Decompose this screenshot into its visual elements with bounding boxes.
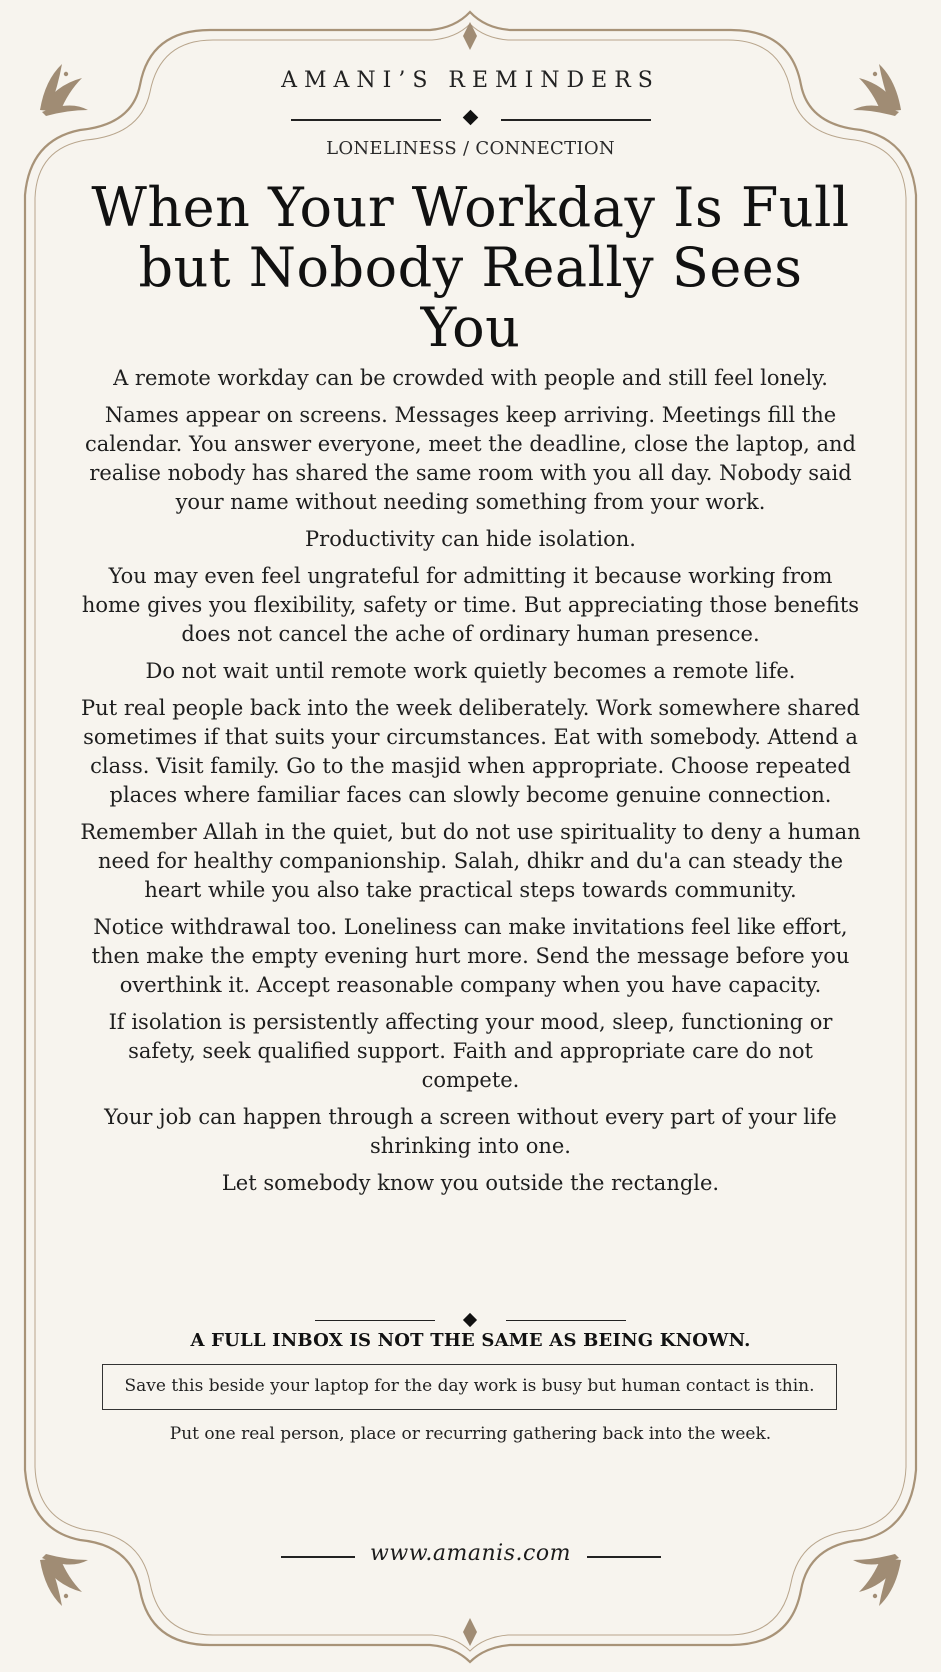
divider-line-left <box>315 1320 435 1321</box>
paragraph: A remote workday can be crowded with people and still feel lonely. <box>113 366 828 390</box>
closing-statement: A FULL INBOX IS NOT THE SAME AS BEING KNOWN. <box>190 1330 751 1351</box>
article-title: When Your Workday Is Full but Nobody Really Sees You <box>91 176 850 359</box>
action-tip: Put one real person, place or recurring gathering back into the week. <box>169 1424 772 1444</box>
divider-line-right <box>506 1320 626 1321</box>
paragraph: Notice withdrawal too. Loneliness can make invitations feel like effort, then make the empty evening hurt more. Send the message before you overthink it. Accept reasonable company when you have capacity. <box>91 915 850 997</box>
paragraph: Your job can happen through a screen without every part of your life shrinking into one. <box>104 1105 837 1158</box>
corner-flourish-top-right <box>853 64 901 116</box>
paragraph: You may even feel ungrateful for admitting it because working from home gives you flexibility, safety or time. But appreciating those benefits does not cancel the ache of ordinary human presence. <box>81 564 860 646</box>
divider-diamond-icon <box>463 1313 477 1327</box>
bottom-diamond-ornament <box>463 1618 477 1646</box>
save-note-box: Save this beside your laptop for the day work is busy but human contact is thin. <box>102 1364 837 1410</box>
footer-line-right <box>587 1556 661 1558</box>
corner-flourish-bottom-right <box>853 1554 901 1606</box>
paragraph: Let somebody know you outside the rectangle. <box>221 1171 720 1195</box>
paragraph: Productivity can hide isolation. <box>305 527 636 551</box>
article-body <box>80 364 861 1206</box>
divider-line-right <box>501 119 651 121</box>
category-label: LONELINESS / CONNECTION <box>326 138 615 159</box>
divider-diamond-icon <box>463 110 479 126</box>
footer <box>86 1541 855 1571</box>
top-diamond-ornament <box>463 22 477 50</box>
corner-flourish-bottom-left <box>40 1554 88 1606</box>
corner-flourish-top-left <box>40 64 88 116</box>
brand-name: AMANI’S REMINDERS <box>281 68 660 93</box>
divider-line-left <box>291 119 441 121</box>
paragraph: If isolation is persistently affecting your mood, sleep, functioning or safety, seek qualified support. Faith and appropriate care do not compete. <box>108 1010 833 1092</box>
paragraph: Put real people back into the week deliberately. Work somewhere shared sometimes if that suits your circumstances. Eat with somebody. Attend a class. Visit family. Go to the masjid when appropriate. Choose repeated places where familiar faces can slowly become genuine connection. <box>81 696 860 807</box>
paragraph: Names appear on screens. Messages keep arriving. Meetings fill the calendar. You answer everyone, meet the deadline, close the laptop, and realise nobody has shared the same room with you all day. Nobody said your name without needing something from your work. <box>84 403 856 514</box>
website-url: www.amanis.com <box>370 1541 571 1566</box>
closing-divider <box>315 1314 626 1326</box>
paragraph: Do not wait until remote work quietly becomes a remote life. <box>145 659 796 683</box>
brand-divider <box>291 112 651 126</box>
paragraph: Remember Allah in the quiet, but do not use spirituality to deny a human need for healthy companionship. Salah, dhikr and du'a can steady the heart while you also take practical steps towards community. <box>80 820 861 902</box>
